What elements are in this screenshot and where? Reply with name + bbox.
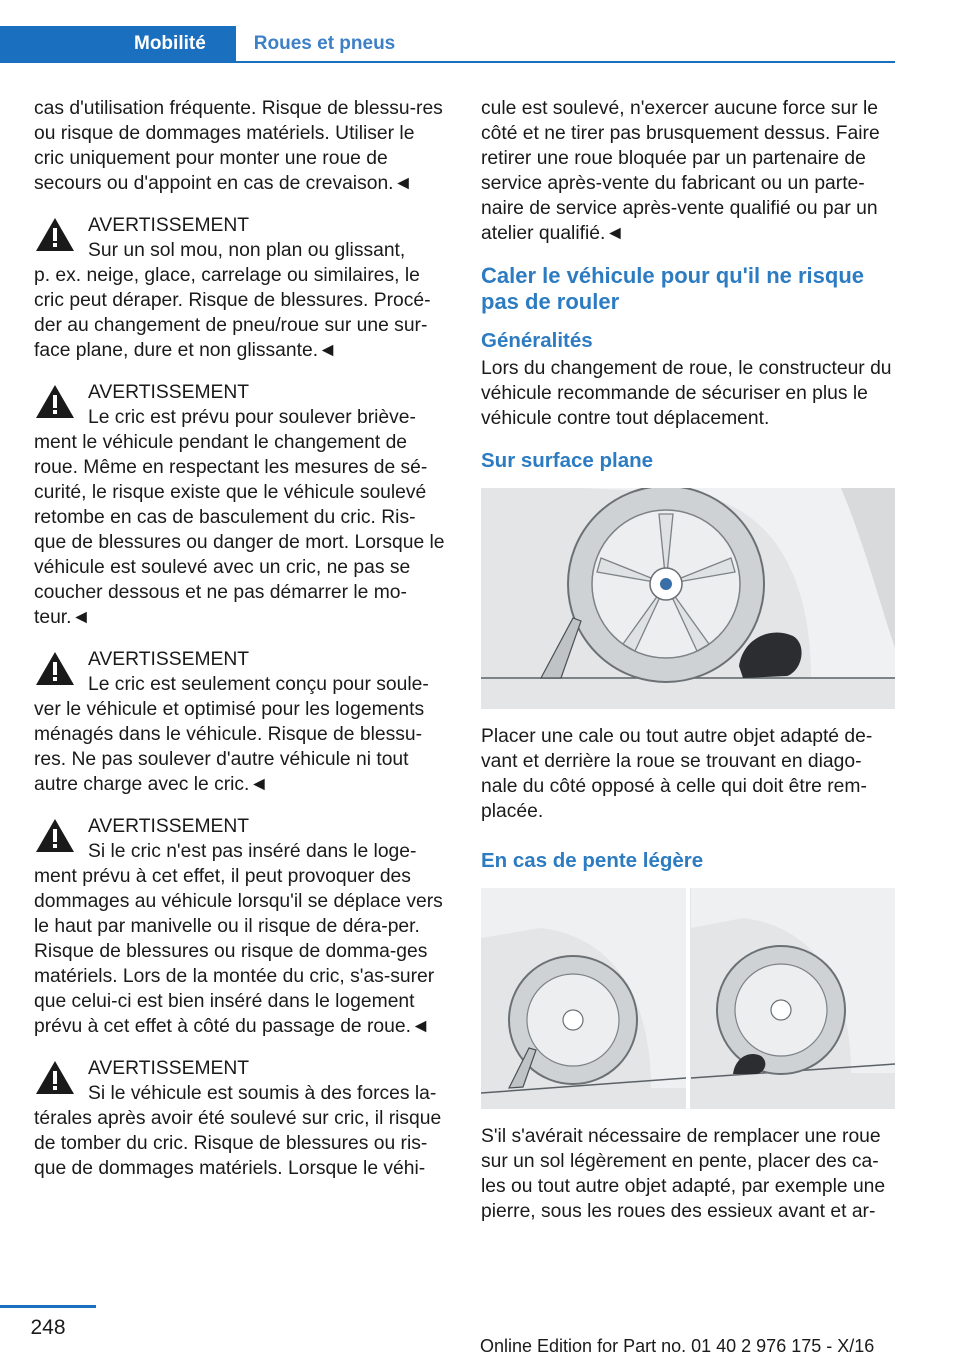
general-heading: Généralités [481, 329, 593, 352]
right-column [481, 96, 895, 1224]
slope-illustration [481, 888, 895, 1109]
warning-triangle-icon [34, 817, 76, 854]
warning-first-line: Sur un sol mou, non plan ou glissant, [88, 240, 406, 261]
general-text: Lors du changement de roue, le constructeur du véhicule recommande de sécuriser en plus le véhicule contre tout déplacement. [481, 358, 892, 429]
intro-paragraph: cas d'utilisation fréquente. Risque de blessu-res ou risque de dommages matériels. Utiliser le cric uniquement pour monter une roue de secours ou d'appoint en cas de crevaison.◄ [34, 98, 443, 194]
warning-first-line: Le cric est prévu pour soulever briève- [88, 407, 416, 428]
warning-first-line: Si le véhicule est soumis à des forces la- [88, 1083, 437, 1104]
warning-block-4 [34, 814, 446, 1039]
warning-triangle-icon [34, 383, 76, 420]
warning-triangle-icon [34, 216, 76, 253]
warning-label: AVERTISSEMENT [88, 215, 250, 236]
wheel-chock-flat-illustration [481, 488, 895, 709]
warning-block-2 [34, 380, 446, 630]
warning-label: AVERTISSEMENT [88, 816, 250, 837]
tab-roues-et-pneus[interactable] [236, 26, 413, 62]
continuation-paragraph: cule est soulevé, n'exercer aucune force sur le côté et ne tirer pas brusquement dessus. Faire retirer une roue bloquée par un partenaire de service après-vente du fabricant ou un parte-naire de service après-vente qualifié ou par un atelier qualifié.◄ [481, 98, 880, 244]
footer-rule [0, 1305, 96, 1308]
flat-surface-text: Placer une cale ou tout autre objet adapté de-vant et derrière la roue se trouvant en diago-nale du côté opposé à celle qui doit être rem-placée. [481, 726, 873, 822]
tab-mobilite-label: Mobilité [134, 33, 206, 54]
warning-first-line: Le cric est seulement conçu pour soule- [88, 674, 429, 695]
warning-block-5 [34, 1056, 446, 1181]
warning-label: AVERTISSEMENT [88, 649, 250, 670]
warning-triangle-icon [34, 650, 76, 687]
page-number: 248 [30, 1316, 66, 1339]
flat-surface-heading: Sur surface plane [481, 449, 654, 472]
flat-surface-illustration [481, 488, 895, 709]
warning-label: AVERTISSEMENT [88, 382, 250, 403]
warning-block-1 [34, 213, 446, 363]
wheel-chock-slope-illustration [481, 888, 895, 1109]
warning-first-line: Si le cric n'est pas inséré dans le loge- [88, 841, 417, 862]
warning-text: p. ex. neige, glace, carrelage ou similaires, le cric peut déraper. Risque de blessures. Procé-der au changement de pneu/roue sur une sur-face plane, dure et non glissante.◄ [34, 265, 431, 361]
warning-triangle-icon [34, 1059, 76, 1096]
warning-label: AVERTISSEMENT [88, 1058, 250, 1079]
warning-text: ver le véhicule et optimisé pour les logements ménagés dans le véhicule. Risque de blessu-res. Ne pas soulever d'autre véhicule ni tout autre charge avec le cric.◄ [34, 699, 425, 795]
header-rule [0, 61, 895, 63]
header-tabs [0, 26, 413, 62]
left-column [34, 96, 446, 1198]
warning-text: ment prévu à cet effet, il peut provoquer des dommages au véhicule lorsqu'il se déplace vers le haut par manivelle ou il risque de déra-per. Risque de blessures ou risque de domma-ges matériels. Lors de la montée du cric, s'as-surer que celui-ci est bien inséré dans le logement prévu à cet effet à côté du passage de roue.◄ [34, 866, 443, 1037]
section-title: Caler le véhicule pour qu'il ne risque pas de rouler [481, 263, 865, 314]
slope-heading: En cas de pente légère [481, 849, 704, 872]
slope-text: S'il s'avérait nécessaire de remplacer une roue sur un sol légèrement en pente, placer des ca-les ou tout autre objet adapté, par exemple une pierre, sous les roues des essieux avant et ar- [481, 1126, 886, 1222]
edition-line: Online Edition for Part no. 01 40 2 976 175 - X/16 [480, 1336, 875, 1356]
tab-roues-label: Roues et pneus [253, 33, 396, 54]
warning-text: ment le véhicule pendant le changement de roue. Même en respectant les mesures de sé-curité, le risque existe que le véhicule soulevé retombe en cas de basculement du cric. Ris-que de blessures ou danger de mort. Lorsque le véhicule est soulevé avec un cric, ne pas se coucher dessous et ne pas démarrer le mo-teur.◄ [34, 432, 445, 628]
tab-mobilite[interactable] [0, 26, 236, 62]
warning-block-3 [34, 647, 446, 797]
warning-text: térales après avoir été soulevé sur cric, il risque de tomber du cric. Risque de blessures ou ris-que de dommages matériels. Lorsque le véhi- [34, 1108, 442, 1179]
